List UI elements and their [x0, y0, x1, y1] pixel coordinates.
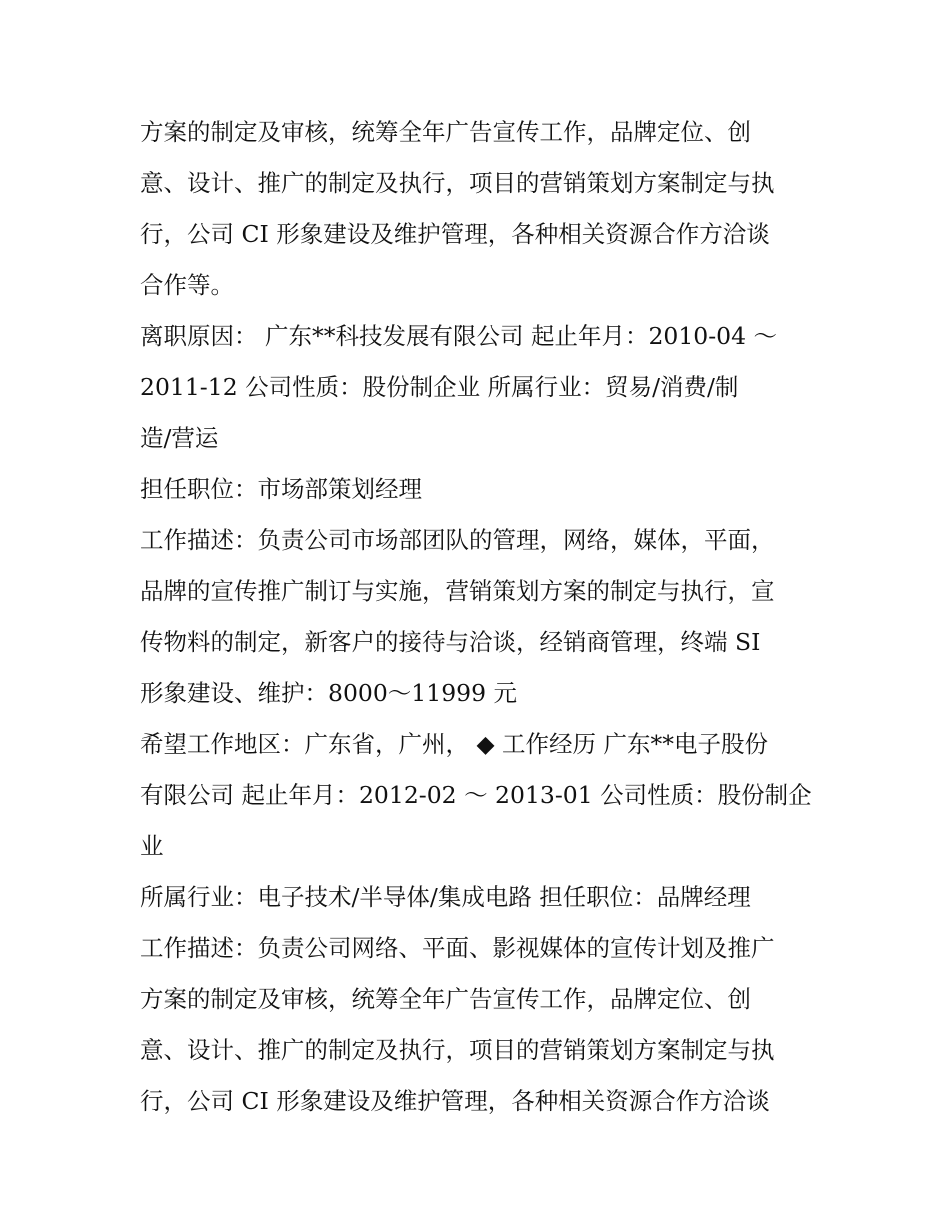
text-line: 业 — [140, 832, 164, 860]
text-line: 品牌的宣传推广制订与实施，营销策划方案的制定与执行，宣 — [140, 577, 775, 605]
text-line: 2011-12 公司性质：股份制企业 所属行业：贸易/消费/制 — [140, 373, 739, 401]
text-line: 担任职位：市场部策划经理 — [140, 475, 422, 503]
text-line: 工作描述：负责公司市场部团队的管理，网络，媒体，平面， — [140, 526, 775, 554]
text-line: 离职原因： 广东**科技发展有限公司 起止年月：2010-04 ～ — [140, 322, 778, 350]
text-line: 意、设计、推广的制定及执行，项目的营销策划方案制定与执 — [140, 169, 775, 197]
text-line: 意、设计、推广的制定及执行，项目的营销策划方案制定与执 — [140, 1036, 775, 1064]
text-line: 传物料的制定，新客户的接待与洽谈，经销商管理，终端 SI — [140, 628, 761, 656]
text-line: 所属行业：电子技术/半导体/集成电路 担任职位：品牌经理 — [140, 883, 751, 911]
text-line: 行，公司 CI 形象建设及维护管理，各种相关资源合作方洽谈 — [140, 1087, 770, 1115]
text-line: 形象建设、维护：8000～11999 元 — [140, 679, 518, 707]
resume-text-block — [140, 107, 820, 1127]
text-line: 工作描述：负责公司网络、平面、影视媒体的宣传计划及推广 — [140, 934, 775, 962]
text-line: 有限公司 起止年月：2012-02 ～ 2013-01 公司性质：股份制企 — [140, 781, 812, 809]
text-line: 希望工作地区：广东省，广州， ◆ 工作经历 广东**电子股份 — [140, 730, 768, 758]
text-line: 造/营运 — [140, 424, 219, 452]
text-line: 方案的制定及审核，统筹全年广告宣传工作，品牌定位、创 — [140, 118, 751, 146]
text-line: 行，公司 CI 形象建设及维护管理，各种相关资源合作方洽谈 — [140, 220, 770, 248]
text-line: 方案的制定及审核，统筹全年广告宣传工作，品牌定位、创 — [140, 985, 751, 1013]
text-line: 合作等。 — [140, 271, 234, 299]
